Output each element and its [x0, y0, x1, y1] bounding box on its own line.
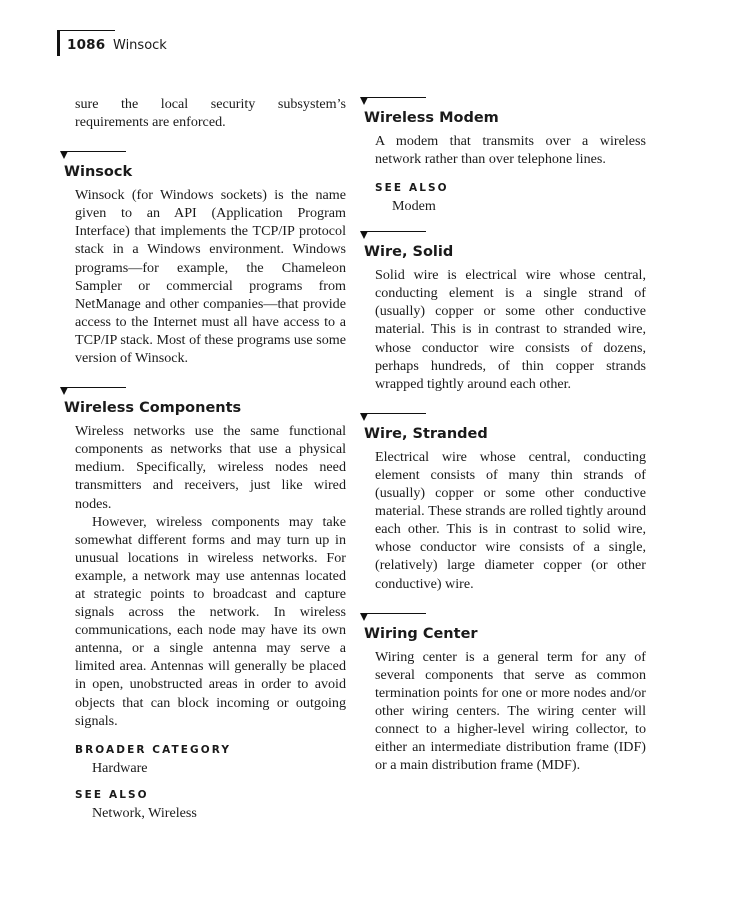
triangle-marker-icon [60, 151, 68, 159]
entry-wiring-center [364, 611, 646, 775]
entry-wire-stranded [364, 411, 646, 593]
triangle-marker-icon [360, 613, 368, 621]
see-also-label: SEE ALSO [375, 182, 449, 195]
see-also-value: Network, Wireless [92, 804, 197, 821]
entry-marker [364, 413, 646, 425]
triangle-marker-icon [360, 413, 368, 421]
entry-marker [364, 97, 646, 109]
left-column [64, 95, 346, 822]
entry-paragraph: Wiring center is a general term for any of several components that serve as common termination points for one or more nodes and/or other wiring centers. The wiring center will connect to a higher-level wiring collector, to either an intermediate distribution frame (IDF) or a main distribution frame (MDF). [375, 648, 646, 774]
page-number: 1086 [67, 37, 106, 53]
entry-paragraph: Solid wire is electrical wire whose central, conducting element is a single strand of (usually) copper or some other conductive material. This is in contrast to stranded wire, whose conductor wire consists of dozens, perhaps hundreds, of thin copper strands wrapped tightly around each other. [375, 267, 646, 392]
entry-paragraph: Electrical wire whose central, conducting element consists of many thin strands of (usually) copper or some other conductive material. These strands are rolled tightly around each other. This is in contrast to solid wire, whose conductor wire consists of a single, (relatively) large diameter copper (or other conductive) wire. [375, 448, 646, 592]
entry-marker [364, 231, 646, 243]
entry-paragraph: A modem that transmits over a wireless network rather than over telephone lines. [375, 133, 646, 168]
header-rule [57, 30, 115, 31]
entry-term: Winsock [64, 164, 133, 181]
see-also-value: Modem [392, 198, 436, 215]
entry-marker [64, 151, 346, 163]
entry-wire-solid [364, 229, 646, 393]
entry-term: Wire, Solid [364, 244, 454, 261]
broader-category-value: Hardware [92, 759, 148, 776]
see-also-label: SEE ALSO [75, 788, 149, 801]
entry-term: Wire, Stranded [364, 425, 488, 442]
running-section-title: Winsock [113, 38, 167, 53]
entry-paragraph: However, wireless components may take somewhat different forms and may turn up in unusual locations in wireless networks. For example, a network may use antennas located at strategic points to broadcast and capture signals across the network. In wireless communications, each node may have its own antenna, or a single antenna may serve a limited area. Antennas will generally be placed in open, unobstructed areas in order to avoid objects that can block incoming or outgoing signals. [75, 513, 346, 729]
triangle-marker-icon [360, 97, 368, 105]
triangle-marker-icon [360, 231, 368, 239]
header-bar [57, 30, 60, 56]
entry-paragraph: Wireless networks use the same functional components as networks that use a physical medium. Specifically, wireless nodes need transmitters and receivers, just like wired nodes. [75, 423, 346, 512]
entry-wireless-components [64, 385, 346, 822]
entry-winsock [64, 149, 346, 367]
entry-term: Wiring Center [364, 625, 478, 642]
entry-marker [64, 387, 346, 399]
triangle-marker-icon [60, 387, 68, 395]
broader-category-label: BROADER CATEGORY [75, 743, 232, 756]
lead-paragraph: sure the local security subsystem’s requirements are enforced. [75, 96, 346, 131]
entry-term: Wireless Components [64, 400, 242, 417]
entry-paragraph: Winsock (for Windows sockets) is the name given to an API (Application Program Interface) that implements the TCP/IP protocol stack in a Windows environment. Windows programs—for example, the Chameleon Sampler or commercial programs from NetManage and other companies—that provide access to the Internet must all have access to a TCP/IP stack. Most of these programs use some version of Winsock. [75, 187, 346, 367]
right-column [364, 95, 646, 774]
entry-marker [364, 613, 646, 625]
entry-wireless-modem [364, 95, 646, 215]
entry-term: Wireless Modem [364, 110, 499, 126]
